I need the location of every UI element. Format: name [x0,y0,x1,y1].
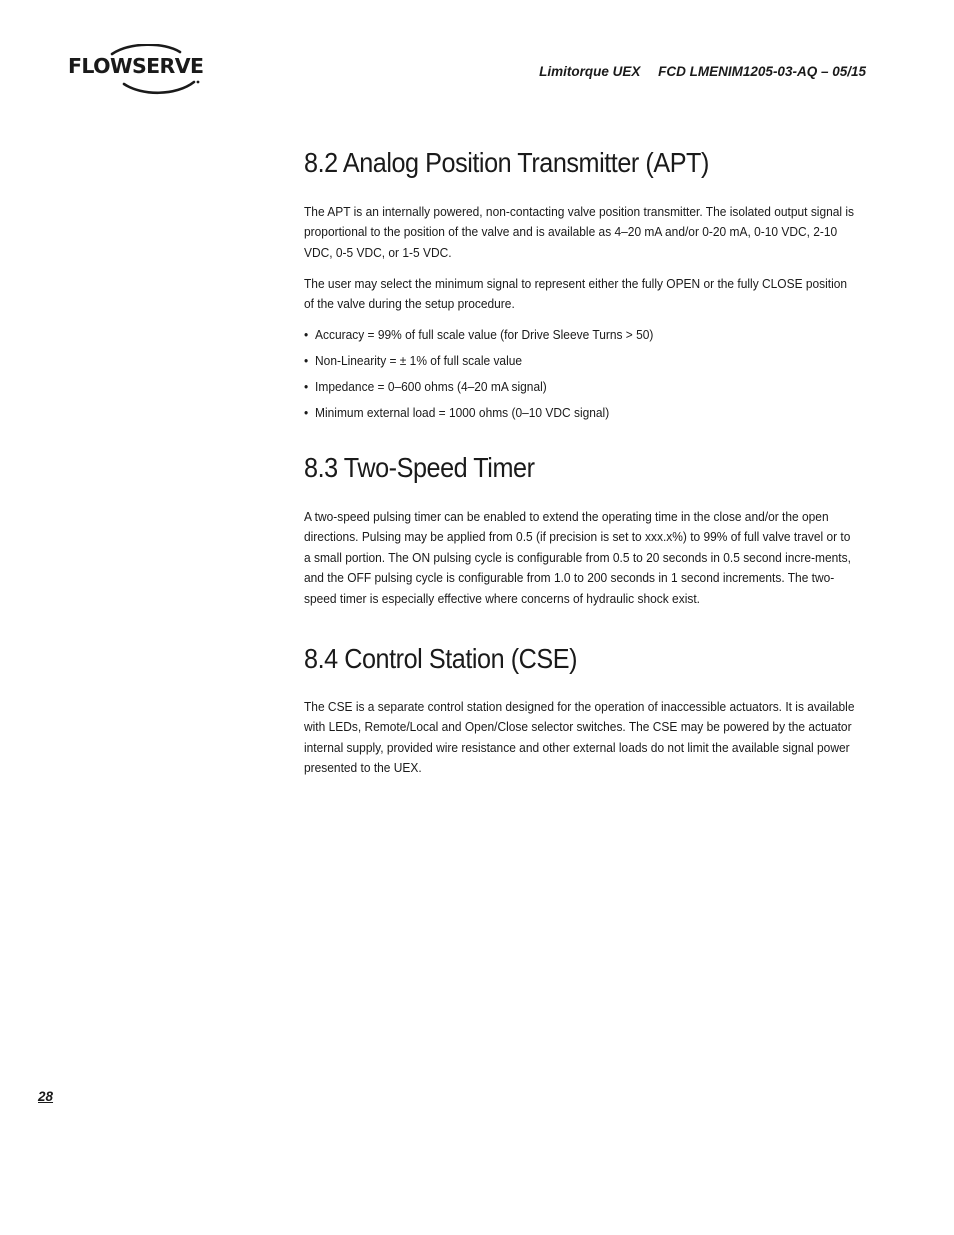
list-item: • Non-Linearity = ± 1% of full scale value [304,353,523,368]
section-title-apt: 8.2 Analog Position Transmitter (APT) [304,147,709,178]
list-item: • Impedance = 0–600 ohms (4–20 mA signal) [304,379,547,394]
section-title-cse: 8.4 Control Station (CSE) [304,643,578,674]
list-item: • Accuracy = 99% of full scale value (for Drive Sleeve Turns > 50) [304,327,654,342]
product-name: Limitorque UEX [539,64,641,79]
apt-spec-list [304,325,653,429]
flowserve-logo [68,44,208,96]
list-item: • Minimum external load = 1000 ohms (0–10 VDC signal) [304,405,610,420]
logo-wordmark: FLOWSERVE [68,54,204,78]
page-number: 28 [38,1089,54,1104]
apt-paragraph-1: The APT is an internally powered, non-contacting valve position transmitter. The isolated output signal is proportional to the position of the valve and is available as 4–20 mA and/or 0-20 mA, 0-10 VDC, 2-10 VDC, 0-5 VDC, or 1-5 VDC. [304,204,855,260]
section-title-timer: 8.3 Two-Speed Timer [304,452,535,483]
running-header [539,64,866,79]
document-code: FCD LMENIM1205-03-AQ – 05/15 [658,64,866,79]
apt-paragraph-2: The user may select the minimum signal to represent either the fully OPEN or the fully CLOSE position of the valve during the setup procedure. [304,276,848,312]
timer-paragraph: A two-speed pulsing timer can be enabled to extend the operating time in the close and/or the open directions. Pulsing may be applied from 0.5 (if precision is set to xxx.x%) to 99% of full valve travel or to a small portion. The ON pulsing cycle is configurable from 0.5 to 20 seconds in 0.5 second incre-ments, and the OFF pulsing cycle is configurable from 1.0 to 200 seconds in 1 second increments. The two-speed timer is especially effective where concerns of hydraulic shock exist. [304,509,851,606]
cse-paragraph: The CSE is a separate control station designed for the operation of inaccessible actuators. It is available with LEDs, Remote/Local and Open/Close selector switches. The CSE may be powered by the actuator internal supply, provided wire resistance and other external loads do not limit the available signal power presented to the UEX. [304,699,855,776]
